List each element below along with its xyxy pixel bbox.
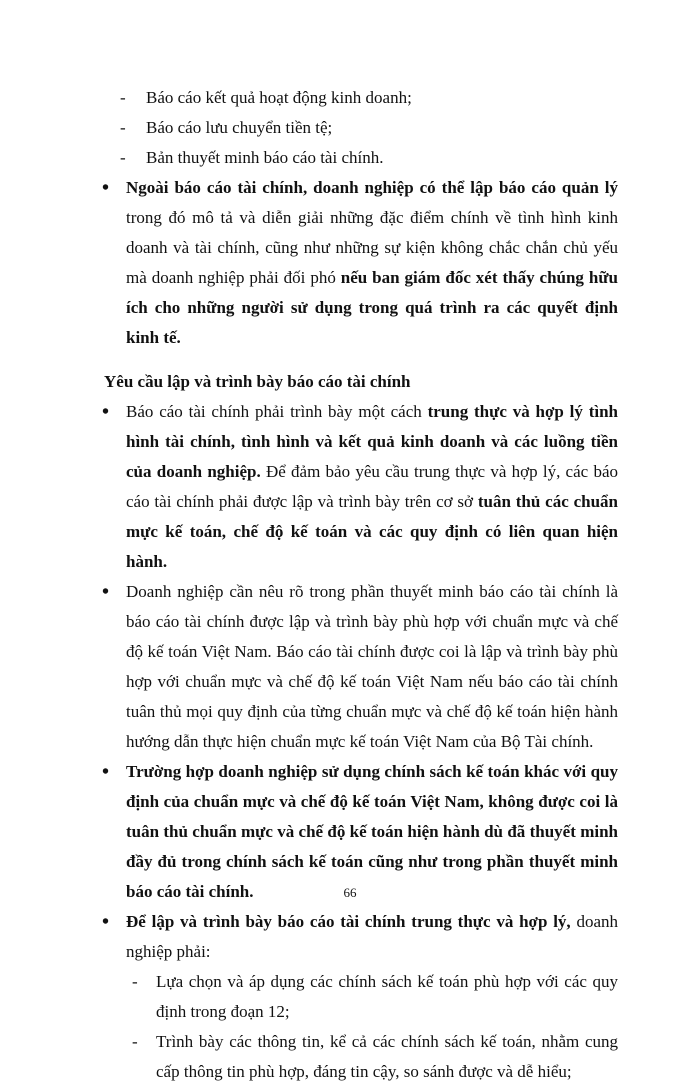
bullet-fair-presentation	[98, 397, 618, 577]
statement-list	[98, 83, 618, 173]
body-text: doanh nghiệp phải:	[126, 912, 618, 961]
list-item: - Báo cáo kết quả hoạt động kinh doanh;	[98, 83, 618, 113]
list-item: - Lựa chọn và áp dụng các chính sách kế toán phù hợp với các quy định trong đoạn 12;	[126, 967, 618, 1027]
page-content	[98, 83, 618, 1087]
bullet-requirements	[98, 907, 618, 967]
requirements-list	[98, 967, 618, 1087]
bold-text: Trường hợp doanh nghiệp sử dụng chính sách kế toán khác với quy định của chuẩn mực và chế độ kế toán Việt Nam, không được coi là tuân thủ chuẩn mực và chế độ kế toán hiện hành dù đã thuyết minh đầy đủ trong chính sách kế toán cũng như trong phần thuyết minh báo cáo tài chính.	[126, 762, 618, 901]
bold-text: trung thực và hợp lý tình hình tài chính, tình hình và kết quả kinh doanh và các luồng tiền của doanh nghiệp.	[126, 402, 618, 481]
list-item: - Báo cáo lưu chuyển tiền tệ;	[98, 113, 618, 143]
section-heading: Yêu cầu lập và trình bày báo cáo tài chính	[104, 372, 411, 391]
list-item: - Trình bày các thông tin, kể cả các chính sách kế toán, nhằm cung cấp thông tin phù hợp, đáng tin cậy, so sánh được và dễ hiểu;	[126, 1027, 618, 1087]
bold-text: tuân thủ các chuẩn mực kế toán, chế độ kế toán và các quy định có liên quan hiện hành.	[126, 492, 619, 571]
list-item: - Bản thuyết minh báo cáo tài chính.	[98, 143, 618, 173]
bullet-management-report	[98, 173, 618, 353]
body-text: Báo cáo tài chính phải trình bày một cách	[126, 402, 428, 421]
bold-text: nếu ban giám đốc xét thấy chúng hữu ích cho những người sử dụng trong quá trình ra các quyết định kinh tế.	[126, 268, 618, 347]
body-text: Để đảm bảo yêu cầu trung thực và hợp lý, các báo cáo tài chính phải được lập và trình bày trên cơ sở	[126, 462, 618, 511]
bullet-compliance: • Doanh nghiệp cần nêu rõ trong phần thuyết minh báo cáo tài chính là báo cáo tài chính được lập và trình bày phù hợp với chuẩn mực và chế độ kế toán Việt Nam. Báo cáo tài chính được coi là lập và trình bày phù hợp với chuẩn mực và chế độ kế toán Việt Nam nếu báo cáo tài chính tuân thủ mọi quy định của từng chuẩn mực và chế độ kế toán hiện hành hướng dẫn thực hiện chuẩn mực kế toán Việt Nam của Bộ Tài chính.	[98, 577, 618, 757]
body-text: trong đó mô tả và diễn giải những đặc điểm chính về tình hình kinh doanh và tài chính, cũng như những sự kiện không chắc chắn chủ yếu mà doanh nghiệp phải đối phó	[126, 208, 618, 287]
page-number: 66	[343, 885, 357, 900]
bold-text: Ngoài báo cáo tài chính, doanh nghiệp có thể lập báo cáo quản lý	[126, 178, 618, 197]
bold-text: Để lập và trình bày báo cáo tài chính trung thực và hợp lý,	[126, 912, 571, 931]
